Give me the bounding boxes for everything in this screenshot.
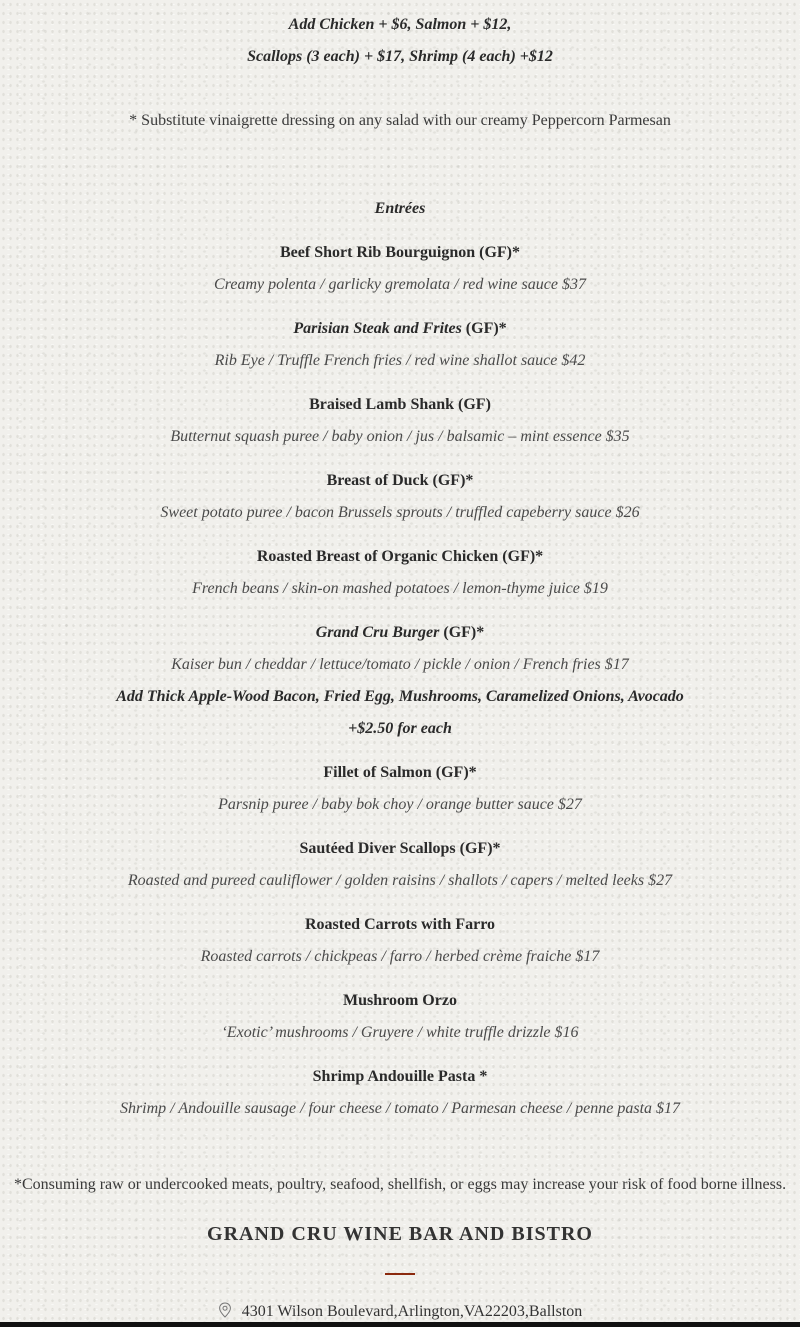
dish-description: French beans / skin-on mashed potatoes / lemon-thyme juice $19 bbox=[192, 580, 608, 597]
dish-name bbox=[0, 319, 800, 339]
food-safety-warning: *Consuming raw or undercooked meats, poultry, seafood, shellfish, or eggs may increase your risk of food borne illness. bbox=[13, 1176, 787, 1193]
dish-name: Roasted Breast of Organic Chicken (GF)* bbox=[256, 548, 544, 565]
dish-name-suffix: (GF)* bbox=[461, 320, 507, 337]
burger-addon-line-1: Add Thick Apple-Wood Bacon, Fried Egg, Mushrooms, Caramelized Onions, Avocado bbox=[116, 688, 684, 705]
burger-addon-line-2: +$2.50 for each bbox=[348, 720, 452, 737]
dish-description: Kaiser bun / cheddar / lettuce/tomato / pickle / onion / French fries $17 bbox=[171, 656, 629, 673]
addon-proteins-line-1: Add Chicken + $6, Salmon + $12, bbox=[288, 16, 512, 33]
dish-description: Parsnip puree / baby bok choy / orange butter sauce $27 bbox=[218, 796, 582, 813]
addon-proteins-line-2: Scallops (3 each) + $17, Shrimp (4 each) +$12 bbox=[247, 48, 553, 65]
dish-name: Mushroom Orzo bbox=[343, 992, 457, 1009]
dish-description: Roasted and pureed cauliflower / golden raisins / shallots / capers / melted leeks $27 bbox=[127, 872, 673, 889]
dish-name: Breast of Duck (GF)* bbox=[326, 472, 474, 489]
bottom-edge-bar bbox=[0, 1322, 800, 1327]
dish-name: Fillet of Salmon (GF)* bbox=[323, 764, 477, 781]
dish-name-italic: Grand Cru Burger bbox=[315, 624, 440, 641]
title-divider bbox=[385, 1273, 415, 1275]
dish-description: Shrimp / Andouille sausage / four cheese / tomato / Parmesan cheese / penne pasta $17 bbox=[119, 1100, 681, 1117]
dish-description: ‘Exotic’ mushrooms / Gruyere / white truffle drizzle $16 bbox=[221, 1024, 579, 1041]
dish-description: Rib Eye / Truffle French fries / red wine shallot sauce $42 bbox=[214, 352, 586, 369]
dish-name: Braised Lamb Shank (GF) bbox=[309, 396, 491, 413]
address-text: 4301 Wilson Boulevard,Arlington,VA22203,Ballston bbox=[241, 1303, 583, 1320]
dish-name-italic: Parisian Steak and Frites bbox=[293, 320, 462, 337]
restaurant-name: GRAND CRU WINE BAR AND BISTRO bbox=[207, 1223, 593, 1245]
dish-name bbox=[0, 623, 800, 643]
dish-name-suffix: (GF)* bbox=[439, 624, 485, 641]
section-title-entrees: Entrées bbox=[374, 200, 426, 217]
dish-name: Shrimp Andouille Pasta * bbox=[312, 1068, 488, 1085]
dish-name: Sautéed Diver Scallops (GF)* bbox=[299, 840, 501, 857]
substitute-dressing-note: * Substitute vinaigrette dressing on any salad with our creamy Peppercorn Parmesan bbox=[129, 112, 671, 129]
dish-name: Beef Short Rib Bourguignon (GF)* bbox=[279, 244, 520, 261]
dish-description: Sweet potato puree / bacon Brussels sprouts / truffled capeberry sauce $26 bbox=[160, 504, 640, 521]
dish-description: Creamy polenta / garlicky gremolata / red wine sauce $37 bbox=[214, 276, 586, 293]
address[interactable] bbox=[0, 1302, 800, 1322]
dish-description: Roasted carrots / chickpeas / farro / herbed crème fraiche $17 bbox=[200, 948, 600, 965]
map-pin-icon bbox=[218, 1302, 232, 1318]
dish-description: Butternut squash puree / baby onion / jus / balsamic – mint essence $35 bbox=[170, 428, 630, 445]
dish-name: Roasted Carrots with Farro bbox=[304, 916, 496, 933]
